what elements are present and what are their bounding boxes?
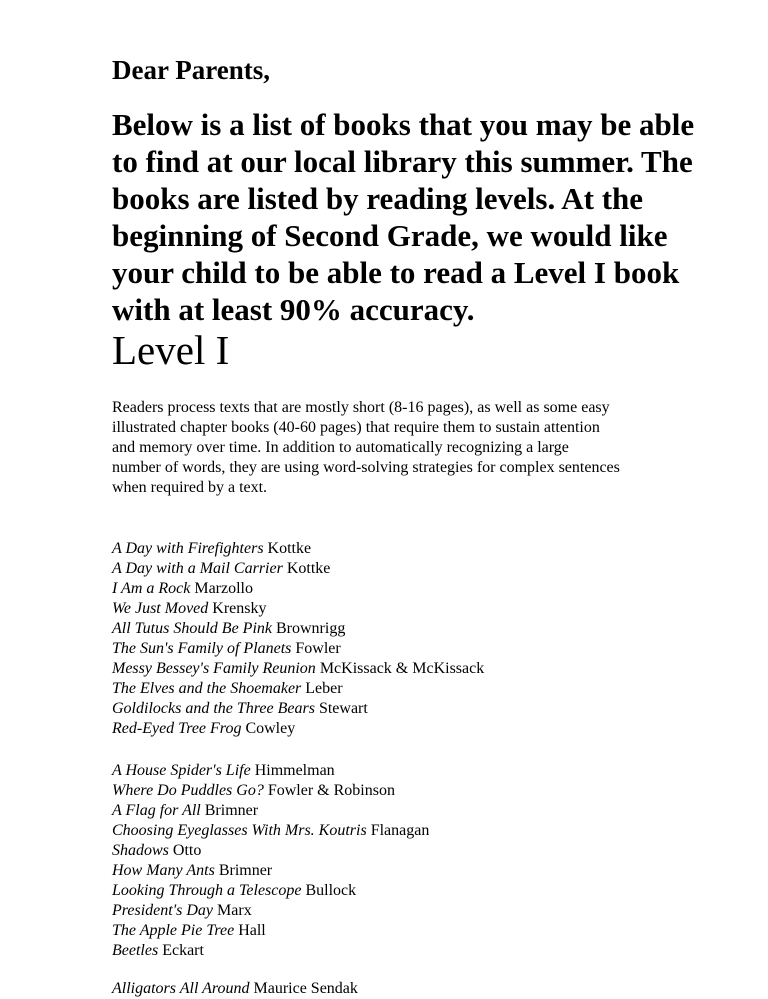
book-title: Goldilocks and the Three Bears [112,700,315,717]
book-title: A Day with Firefighters [112,540,264,557]
intro-line: to find at our local library this summer. The [112,144,693,179]
intro-line: Below is a list of books that you may be able [112,107,695,142]
book-author: Kottke [286,560,331,577]
intro-line: your child to be able to read a Level I book [112,255,680,290]
book-title: A Flag for All [112,802,201,819]
book-list-item [112,979,672,999]
book-author: Krensky [212,600,267,617]
book-title: The Sun's Family of Planets [112,640,292,657]
book-author: McKissack & McKissack [319,660,485,677]
book-title: Shadows [112,842,169,859]
book-author: Bullock [305,882,357,899]
book-list-item [112,539,672,559]
description-line: when required by a text. [112,479,268,496]
book-title: How Many Ants [112,862,215,879]
greeting: Dear Parents, [112,55,270,85]
book-title: Where Do Puddles Go? [112,782,264,799]
book-list-item [112,579,672,599]
intro-line: with at least 90% accuracy. [112,292,475,327]
book-author: Cowley [245,720,296,737]
book-list-item [112,599,672,619]
book-title: Looking Through a Telescope [112,882,302,899]
book-author: Stewart [318,700,368,717]
level-description [112,398,672,498]
description-line: and memory over time. In addition to automatically recognizing a large [112,439,569,456]
intro-paragraph [112,106,695,328]
book-list-item [112,801,672,821]
book-list-item [112,679,672,699]
book-list-item [112,559,672,579]
book-list-item [112,619,672,639]
book-title: Red-Eyed Tree Frog [112,720,242,737]
book-title: A House Spider's Life [112,762,251,779]
book-list-item [112,921,672,941]
level-heading: Level I [112,327,230,373]
book-author: Marx [217,902,252,919]
book-author: Brimner [218,862,273,879]
book-author: Himmelman [254,762,335,779]
book-author: Marzollo [194,580,253,597]
book-list-item [112,699,672,719]
book-title: Alligators All Around [112,980,250,997]
intro-line: beginning of Second Grade, we would like [112,218,668,253]
book-list-item [112,881,672,901]
book-list-item [112,861,672,881]
book-list-item [112,639,672,659]
book-author: Hall [238,922,266,939]
book-author: Brownrigg [276,620,346,637]
book-list-group-1 [112,539,672,739]
book-title: I Am a Rock [112,580,191,597]
book-author: Fowler & Robinson [267,782,395,799]
book-list-item [112,821,672,841]
description-line: Readers process texts that are mostly short (8-16 pages), as well as some easy [112,399,610,416]
book-title: The Elves and the Shoemaker [112,680,302,697]
book-list-item [112,719,672,739]
book-author: Flanagan [370,822,430,839]
book-title: We Just Moved [112,600,209,617]
book-author: Maurice Sendak [253,980,358,997]
book-list-item [112,841,672,861]
book-title: The Apple Pie Tree [112,922,235,939]
book-list-item [112,659,672,679]
book-list-group-3 [112,979,672,999]
book-list-item [112,941,672,961]
book-author: Kottke [267,540,312,557]
book-list-item [112,761,672,781]
description-line: illustrated chapter books (40-60 pages) that require them to sustain attention [112,419,600,436]
book-author: Otto [172,842,202,859]
book-title: Messy Bessey's Family Reunion [112,660,316,677]
book-title: All Tutus Should Be Pink [112,620,272,637]
book-author: Eckart [162,942,204,959]
description-line: number of words, they are using word-solving strategies for complex sentences [112,459,620,476]
book-author: Fowler [295,640,341,657]
book-title: A Day with a Mail Carrier [112,560,283,577]
book-author: Brimner [204,802,259,819]
intro-line: books are listed by reading levels. At the [112,181,644,216]
book-author: Leber [305,680,343,697]
book-list-item [112,781,672,801]
book-title: President's Day [112,902,214,919]
book-title: Choosing Eyeglasses With Mrs. Koutris [112,822,367,839]
book-list-group-2 [112,761,672,961]
book-list-item [112,901,672,921]
book-title: Beetles [112,942,159,959]
